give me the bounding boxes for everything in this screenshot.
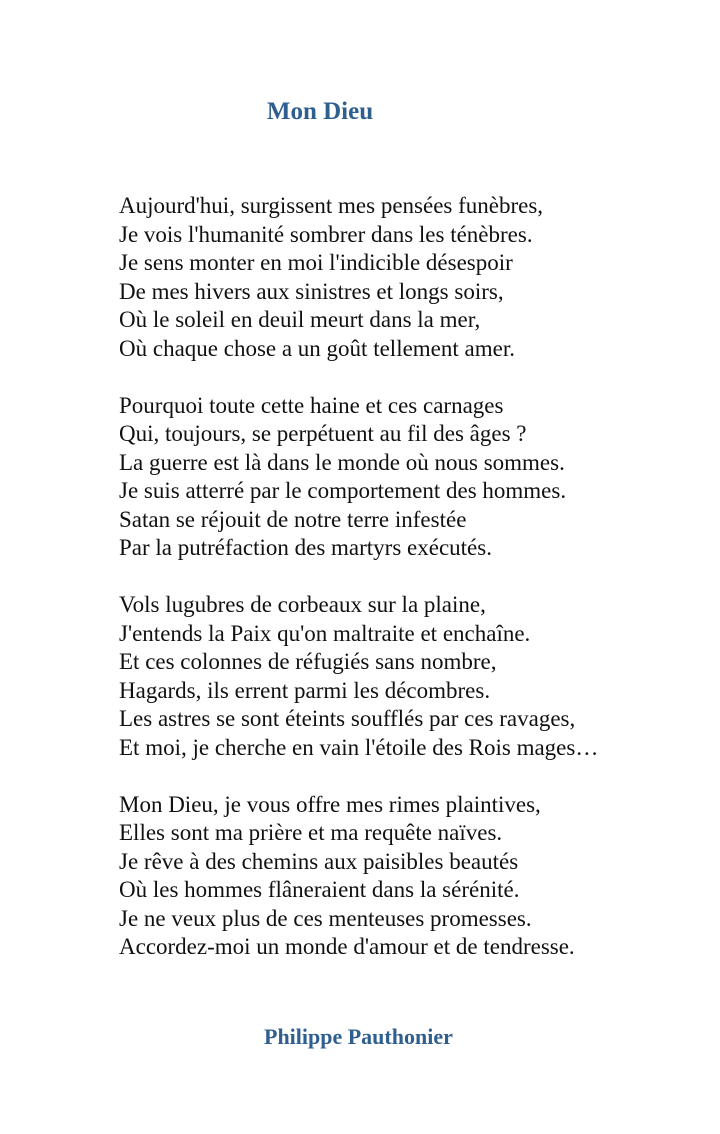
poem-line: Je suis atterré par le comportement des hommes. [119, 478, 567, 503]
stanza-1 [119, 192, 709, 363]
poem-line: Hagards, ils errent parmi les décombres. [119, 677, 491, 703]
poem-author: Philippe Pauthonier [264, 1024, 453, 1049]
stanza-2 [119, 392, 709, 563]
poem-line: Vols lugubres de corbeaux sur la plaine, [119, 592, 486, 617]
poem-line: Accordez-moi un monde d'amour et de tendresse. [119, 934, 575, 959]
poem-line: Et ces colonnes de réfugiés sans nombre, [119, 649, 497, 674]
poem-line: Je vois l'humanité sombrer dans les ténèbres. [119, 221, 533, 247]
poem-line: Les astres se sont éteints soufflés par ces ravages, [119, 706, 576, 731]
poem-line: Pourquoi toute cette haine et ces carnages [119, 392, 504, 418]
poem-line: Mon Dieu, je vous offre mes rimes plaintives, [119, 791, 541, 817]
poem-title: Mon Dieu [266, 98, 374, 125]
poem-line: Aujourd'hui, surgissent mes pensées funèbres, [119, 193, 544, 218]
poem-line: Qui, toujours, se perpétuent au fil des âges ? [119, 421, 527, 446]
poem-line: Où le soleil en deuil meurt dans la mer, [119, 307, 481, 332]
stanza-3 [119, 591, 709, 762]
poem-line: Satan se réjouit de notre terre infestée [119, 506, 467, 532]
stanza-4 [119, 791, 709, 962]
poem-line: J'entends la Paix qu'on maltraite et enchaîne. [119, 620, 531, 646]
poem-line: Je rêve à des chemins aux paisibles beautés [119, 848, 519, 874]
poem-line: Elles sont ma prière et ma requête naïves. [119, 820, 503, 845]
poem-line: De mes hivers aux sinistres et longs soirs, [119, 278, 504, 304]
poem-body [119, 192, 709, 990]
poem-line: La guerre est là dans le monde où nous sommes. [119, 449, 565, 475]
poem-line: Je ne veux plus de ces menteuses promesses. [119, 905, 532, 931]
poem-line: Où les hommes flâneraient dans la sérénité. [119, 877, 520, 902]
poem-line: Je sens monter en moi l'indicible désespoir [119, 250, 513, 275]
poem-line: Et moi, je cherche en vain l'étoile des Rois mages… [119, 734, 599, 760]
poem-line: Où chaque chose a un goût tellement amer. [119, 335, 515, 361]
poem-line: Par la putréfaction des martyrs exécutés. [119, 535, 492, 560]
